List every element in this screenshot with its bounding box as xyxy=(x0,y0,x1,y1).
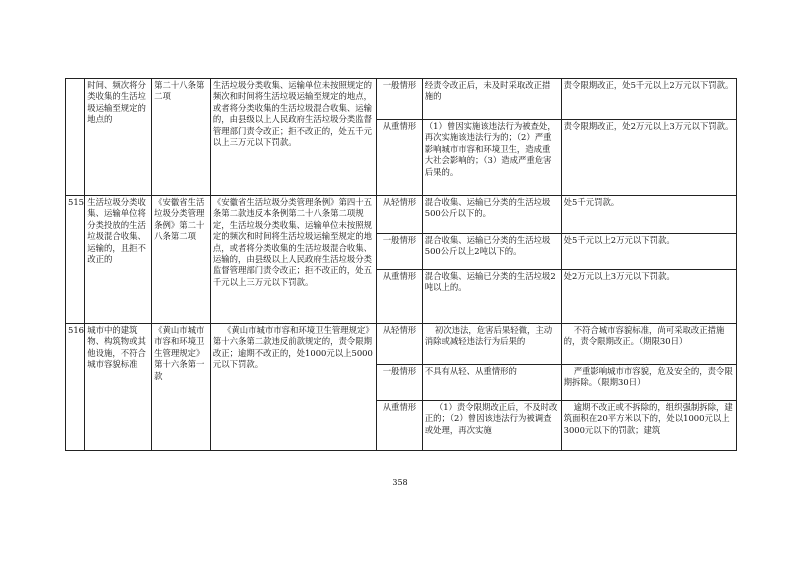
clause-cell: 生活垃圾分类收集、运输单位未按照规定的频次和时间将生活垃圾运输至规定的地点，或者将分类收集的生活垃圾混合收集、运输的，由县级以上人民政府生活垃圾分类监督管理部门责令改正；拒不改正的，处五千元以上三万元以下罚款。 xyxy=(210,79,376,196)
condition-cell: 混合收集、运输已分类的生活垃圾2吨以上的。 xyxy=(422,270,561,324)
condition-cell: （1）责令限期改正后，不及时改正的；（2）曾因该违法行为被调查或处理，再次实施 xyxy=(422,401,561,451)
level-cell: 从轻情形 xyxy=(377,196,423,234)
condition-cell: 不具有从轻、从重情形的 xyxy=(422,365,561,401)
clause-cell: 《安徽省生活垃圾分类管理条例》第四十五条第二款违反本条例第二十八条第二项规定，生活垃圾分类收集、运输单位未按照规定的频次和时间将生活垃圾运输至规定的地点，或者将分类收集的生活垃圾混合收集、运输的，由县级以上人民政府生活垃圾分类监督管理部门责令改正；拒不改正的，处五千元以上三万元以下罚款。 xyxy=(210,196,376,324)
condition-cell: 混合收集、运输已分类的生活垃圾500公斤以下的。 xyxy=(422,196,561,234)
clause-cell: 《黄山市城市市容和环境卫生管理规定》第十六条第二款违反前款规定的，责令限期改正；逾期不改正的，处1000元以上5000元以下罚款。 xyxy=(210,324,376,451)
penalty-cell: 逾期不改正或不拆除的，组织强制拆除，建筑面积在20平方米以下的，处以1000元以上3000元以下的罚款；建筑 xyxy=(561,401,736,451)
penalty-cell: 责令限期改正，处5千元以上2万元以下罚款。 xyxy=(561,79,736,120)
violation-cell: 时间、频次将分类收集的生活垃圾运输至规定的地点的 xyxy=(85,79,152,196)
level-cell: 从重情形 xyxy=(377,120,423,196)
item-number: 516 xyxy=(66,324,85,451)
level-cell: 从重情形 xyxy=(377,401,423,451)
page-number: 358 xyxy=(392,478,408,487)
basis-cell: 《黄山市城市市容和环境卫生管理规定》第十六条第一款 xyxy=(152,324,211,451)
penalty-cell: 处5千元以上2万元以下罚款。 xyxy=(561,234,736,270)
basis-cell: 第二十八条第二项 xyxy=(152,79,211,196)
penalty-cell: 处5千元罚款。 xyxy=(561,196,736,234)
condition-cell: 经责令改正后，未及时采取改正措施的 xyxy=(422,79,561,120)
item-number xyxy=(66,79,85,196)
penalty-cell: 处2万元以上3万元以下罚款。 xyxy=(561,270,736,324)
table-row xyxy=(66,196,737,234)
penalty-cell: 严重影响城市市容貌，危及安全的，责令限期拆除。（限期30日） xyxy=(561,365,736,401)
penalty-cell: 责令限期改正，处2万元以上3万元以下罚款。 xyxy=(561,120,736,196)
condition-cell: （1）曾因实施该违法行为被查处，再次实施该违法行为的；（2）严重影响城市市容和环境卫生，造成重大社会影响的；（3）造成严重危害后果的。 xyxy=(422,120,561,196)
level-cell: 从轻情形 xyxy=(377,324,423,365)
violation-cell: 生活垃圾分类收集、运输单位将分类投放的生活垃圾混合收集、运输的，且拒不改正的 xyxy=(85,196,152,324)
condition-cell: 混合收集、运输已分类的生活垃圾500公斤以上2吨以下的。 xyxy=(422,234,561,270)
penalty-cell: 不符合城市容貌标准，尚可采取改正措施的，责令限期改正。（期限30日） xyxy=(561,324,736,365)
penalty-table xyxy=(65,78,737,451)
table-row xyxy=(66,324,737,365)
level-cell: 一般情形 xyxy=(377,365,423,401)
basis-cell: 《安徽省生活垃圾分类管理条例》第二十八条第二项 xyxy=(152,196,211,324)
level-cell: 一般情形 xyxy=(377,234,423,270)
table-row xyxy=(66,79,737,120)
level-cell: 从重情形 xyxy=(377,270,423,324)
item-number: 515 xyxy=(66,196,85,324)
level-cell: 一般情形 xyxy=(377,79,423,120)
violation-cell: 城市中的建筑物、构筑物或其他设施，不符合城市容貌标准 xyxy=(85,324,152,451)
condition-cell: 初次违法，危害后果轻微，主动消除或减轻违法行为后果的 xyxy=(422,324,561,365)
